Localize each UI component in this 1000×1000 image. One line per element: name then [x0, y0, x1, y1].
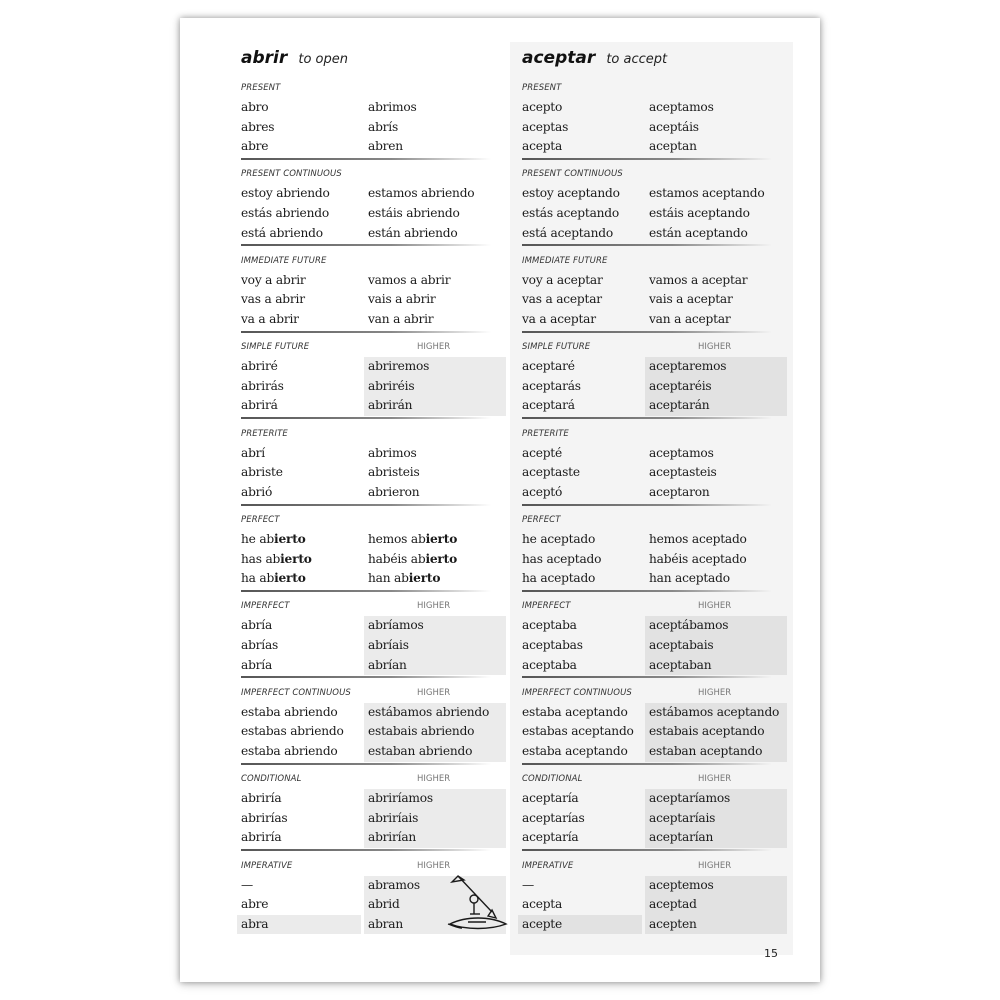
tense-header	[241, 428, 506, 444]
singular-form: abría	[241, 618, 273, 633]
level-tag: HIGHER	[698, 601, 732, 612]
plural-form: están abriendo	[368, 225, 458, 240]
singular-form: abría	[241, 657, 273, 672]
conjugation-row	[241, 636, 506, 656]
singular-form: abrirás	[241, 378, 284, 393]
singular-form: abrirá	[241, 398, 278, 413]
plural-form: aceptemos	[645, 876, 787, 896]
plural-form: aceptamos	[649, 445, 714, 460]
plural-form: aceptábamos	[645, 616, 787, 636]
conjugation-row	[522, 184, 787, 204]
tense-name: PERFECT	[241, 515, 280, 525]
plural-form: abramos	[364, 876, 506, 896]
singular-form: he aceptado	[522, 532, 596, 546]
tense-header	[241, 255, 506, 271]
tense-block	[522, 687, 787, 774]
level-tag: HIGHER	[417, 342, 451, 353]
page-number: 15	[764, 947, 778, 960]
conjugation-row	[241, 357, 506, 377]
tense-name: CONDITIONAL	[241, 774, 302, 785]
conjugation-row	[241, 444, 506, 464]
tense-name: IMPERFECT CONTINUOUS	[241, 687, 351, 698]
tense-name: CONDITIONAL	[522, 774, 583, 785]
singular-form: abriste	[241, 465, 283, 480]
singular-form: aceptará	[522, 398, 575, 413]
section-divider	[522, 504, 772, 506]
conjugation-row	[241, 530, 506, 550]
tense-block	[241, 255, 506, 342]
tense-block	[522, 255, 787, 342]
level-tag: HIGHER	[698, 860, 732, 871]
plural-form: aceptaban	[645, 656, 787, 676]
conjugation-row	[522, 636, 787, 656]
plural-form: estabais abriendo	[364, 722, 506, 742]
tense-block	[241, 687, 506, 774]
conjugation-row	[522, 876, 787, 896]
singular-form: —	[522, 877, 534, 892]
conjugation-row	[241, 703, 506, 723]
singular-form: abrías	[241, 637, 279, 652]
conjugation-row	[522, 224, 787, 244]
conjugation-rows	[241, 530, 506, 589]
plural-form: van a abrir	[368, 311, 434, 326]
singular-form: aceptarías	[522, 810, 585, 825]
singular-form: aceptaste	[522, 465, 580, 480]
singular-form: vas a abrir	[241, 292, 305, 307]
verb-heading	[522, 48, 667, 68]
tense-header	[522, 255, 787, 271]
singular-form: aceptaría	[522, 830, 579, 845]
tense-header	[241, 773, 506, 789]
plural-form: abran	[364, 915, 506, 935]
conjugation-rows	[241, 98, 506, 157]
plural-form: están aceptando	[649, 225, 748, 240]
level-tag: HIGHER	[698, 687, 732, 698]
conjugation-row	[241, 224, 506, 244]
conjugation-rows	[522, 530, 787, 589]
plural-form: aceptáis	[649, 119, 699, 134]
conjugation-row	[241, 463, 506, 483]
conjugation-rows	[241, 357, 506, 416]
tense-block	[522, 82, 787, 169]
plural-form: abriríais	[364, 809, 506, 829]
singular-form: —	[241, 877, 253, 892]
conjugation-row	[241, 396, 506, 416]
conjugation-rows	[241, 789, 506, 848]
tense-name: PRETERITE	[522, 428, 569, 439]
singular-form: aceptaría	[522, 791, 579, 806]
conjugation-row	[241, 789, 506, 809]
tense-header	[522, 687, 787, 703]
section-divider	[241, 417, 491, 419]
plural-form: aceptamos	[649, 100, 714, 114]
plural-form: abrieron	[368, 484, 420, 499]
section-divider	[522, 676, 772, 678]
conjugation-row	[241, 742, 506, 762]
conjugation-row	[522, 137, 787, 157]
conjugation-rows	[241, 703, 506, 762]
plural-form: abrían	[364, 656, 506, 676]
conjugation-rows	[522, 98, 787, 157]
conjugation-row	[241, 483, 506, 503]
conjugation-row	[522, 530, 787, 550]
tense-block	[241, 428, 506, 515]
conjugation-rows	[522, 184, 787, 243]
tense-name: IMMEDIATE FUTURE	[241, 255, 327, 266]
singular-form: voy a aceptar	[522, 272, 603, 287]
singular-form: aceptas	[522, 119, 569, 134]
singular-form: has aceptado	[522, 551, 602, 566]
tense-header	[241, 600, 506, 616]
tense-name: IMPERFECT CONTINUOUS	[522, 687, 632, 698]
singular-form: acepto	[522, 100, 563, 114]
tense-header	[241, 82, 506, 98]
singular-form: abres	[241, 119, 275, 134]
conjugation-row	[522, 271, 787, 291]
singular-form: aceptaba	[522, 657, 577, 672]
plural-form: acepten	[645, 915, 787, 935]
verb-meaning: to accept	[606, 52, 668, 67]
plural-form: abriríamos	[364, 789, 506, 809]
plural-form: estaban abriendo	[364, 742, 506, 762]
verb-infinitive: aceptar	[522, 48, 596, 68]
tense-name: IMPERATIVE	[522, 860, 574, 871]
conjugation-row	[241, 271, 506, 291]
singular-form: aceptaré	[522, 359, 575, 374]
plural-form: abrís	[368, 119, 399, 134]
conjugation-row	[522, 310, 787, 330]
tense-block	[522, 860, 787, 947]
singular-form: he abierto	[241, 532, 306, 546]
plural-form: aceptaréis	[645, 377, 787, 397]
level-tag: HIGHER	[698, 342, 732, 353]
conjugation-row	[522, 396, 787, 416]
tense-name: PRESENT CONTINUOUS	[241, 169, 342, 180]
tense-header	[241, 341, 506, 357]
conjugation-rows	[522, 789, 787, 848]
plural-form: estábamos aceptando	[645, 703, 787, 723]
verb-infinitive: abrir	[241, 48, 288, 68]
conjugation-row	[522, 616, 787, 636]
singular-form: aceptabas	[522, 637, 583, 652]
tense-header	[522, 600, 787, 616]
plural-form: abríais	[364, 636, 506, 656]
singular-form: ha aceptado	[522, 571, 596, 586]
section-divider	[522, 763, 772, 765]
plural-form: abristeis	[368, 465, 420, 480]
section-divider	[241, 504, 491, 506]
singular-form: estoy aceptando	[522, 186, 620, 201]
conjugation-row	[241, 118, 506, 138]
conjugation-row	[241, 656, 506, 676]
tense-block	[522, 341, 787, 428]
conjugation-row	[522, 742, 787, 762]
singular-form: acepta	[522, 139, 563, 154]
conjugation-row	[522, 204, 787, 224]
plural-form: han abierto	[368, 571, 441, 586]
plural-form: aceptaríamos	[645, 789, 787, 809]
plural-form: van a aceptar	[649, 311, 731, 326]
tense-header	[522, 82, 787, 98]
tense-block	[522, 600, 787, 687]
level-tag: HIGHER	[417, 687, 451, 698]
singular-form: abriría	[241, 791, 282, 806]
plural-form: hemos abierto	[368, 532, 458, 546]
singular-form: estoy abriendo	[241, 186, 330, 201]
conjugation-rows	[522, 444, 787, 503]
plural-form: abrid	[364, 895, 506, 915]
conjugation-row	[522, 483, 787, 503]
conjugation-row	[241, 204, 506, 224]
singular-form: va a abrir	[241, 311, 299, 326]
section-divider	[241, 244, 491, 246]
singular-form: estabas abriendo	[241, 724, 344, 739]
conjugation-row	[522, 828, 787, 848]
singular-form: has abierto	[241, 551, 312, 566]
plural-form: han aceptado	[649, 571, 730, 586]
tense-header	[522, 341, 787, 357]
section-divider	[241, 590, 491, 592]
singular-form: abriría	[241, 830, 282, 845]
tense-block	[522, 168, 787, 255]
conjugation-row	[522, 789, 787, 809]
conjugation-rows	[241, 271, 506, 330]
tense-block	[522, 773, 787, 860]
conjugation-row	[241, 184, 506, 204]
tense-name: PERFECT	[522, 515, 561, 525]
conjugation-row	[522, 463, 787, 483]
singular-form: abre	[241, 897, 269, 912]
section-divider	[522, 849, 772, 851]
plural-form: vais a abrir	[368, 292, 436, 307]
conjugation-rows	[241, 444, 506, 503]
plural-form: vamos a abrir	[368, 272, 451, 287]
singular-form: acepta	[522, 897, 563, 912]
singular-form: estaba abriendo	[241, 743, 338, 758]
singular-form: estaba aceptando	[522, 704, 628, 719]
section-divider	[241, 331, 491, 333]
plural-form: estáis abriendo	[368, 205, 460, 220]
book-page	[180, 18, 820, 982]
plural-form: aceptabais	[645, 636, 787, 656]
conjugation-row	[522, 377, 787, 397]
plural-form: aceptaremos	[645, 357, 787, 377]
plural-form: estaban aceptando	[645, 742, 787, 762]
singular-form: aceptarás	[522, 378, 581, 393]
tense-block	[522, 428, 787, 515]
plural-form: habéis abierto	[368, 551, 458, 566]
singular-form: abrió	[241, 484, 273, 499]
tense-name: PRETERITE	[241, 428, 288, 439]
section-divider	[522, 244, 772, 246]
tense-header	[241, 168, 506, 184]
level-tag: HIGHER	[417, 860, 451, 871]
tense-block	[241, 600, 506, 687]
singular-form: abra	[237, 915, 361, 935]
plural-form: abriremos	[364, 357, 506, 377]
plural-form: aceptaríais	[645, 809, 787, 829]
level-tag: HIGHER	[698, 774, 732, 785]
conjugation-rows	[241, 616, 506, 675]
plural-form: estamos abriendo	[368, 186, 475, 201]
conjugation-row	[522, 915, 787, 935]
plural-form: hemos aceptado	[649, 532, 747, 546]
verb-column-aceptar	[510, 42, 793, 955]
conjugation-rows	[522, 876, 787, 935]
singular-form: estás abriendo	[241, 205, 329, 220]
conjugation-row	[522, 444, 787, 464]
singular-form: aceptaba	[522, 618, 577, 633]
plural-form: abren	[368, 139, 403, 154]
singular-form: vas a aceptar	[522, 292, 602, 307]
section-divider	[241, 849, 491, 851]
conjugation-row	[522, 722, 787, 742]
tense-name: IMPERFECT	[241, 601, 290, 612]
conjugation-row	[241, 137, 506, 157]
singular-form: estabas aceptando	[522, 724, 634, 739]
singular-form: está aceptando	[522, 225, 613, 240]
conjugation-rows	[522, 703, 787, 762]
conjugation-row	[241, 828, 506, 848]
tense-block	[241, 773, 506, 860]
singular-form: abrirías	[241, 810, 288, 825]
conjugation-row	[241, 310, 506, 330]
conjugation-row	[522, 895, 787, 915]
conjugation-row	[522, 569, 787, 589]
conjugation-row	[241, 98, 506, 118]
conjugation-rows	[241, 184, 506, 243]
conjugation-rows	[522, 357, 787, 416]
plural-form: aceptasteis	[649, 465, 717, 480]
tense-header	[522, 514, 787, 530]
tense-header	[241, 514, 506, 530]
tense-name: PRESENT	[522, 83, 562, 93]
section-divider	[241, 763, 491, 765]
singular-form: voy a abrir	[241, 272, 306, 287]
tense-header	[522, 428, 787, 444]
tense-name: SIMPLE FUTURE	[241, 342, 310, 353]
singular-form: acepte	[518, 915, 642, 935]
plural-form: vamos a aceptar	[649, 272, 748, 287]
singular-form: abriré	[241, 359, 278, 374]
level-tag: HIGHER	[417, 774, 451, 785]
section-divider	[522, 158, 772, 160]
conjugation-row	[522, 703, 787, 723]
plural-form: abrimos	[368, 100, 417, 114]
singular-form: aceptó	[522, 484, 563, 499]
singular-form: está abriendo	[241, 225, 323, 240]
plural-form: aceptan	[649, 139, 697, 154]
section-divider	[241, 676, 491, 678]
tense-name: PRESENT CONTINUOUS	[522, 169, 623, 180]
section-divider	[522, 417, 772, 419]
plural-form: vais a aceptar	[649, 292, 733, 307]
section-divider	[241, 158, 491, 160]
singular-form: abre	[241, 139, 269, 154]
conjugation-row	[241, 290, 506, 310]
plural-form: abrimos	[368, 445, 417, 460]
conjugation-row	[522, 656, 787, 676]
tense-name: IMPERFECT	[522, 601, 571, 612]
conjugation-row	[522, 357, 787, 377]
plural-form: estabais aceptando	[645, 722, 787, 742]
conjugation-row	[522, 550, 787, 570]
singular-form: abrí	[241, 445, 265, 460]
tense-header	[241, 687, 506, 703]
singular-form: abro	[241, 100, 269, 114]
plural-form: abrirían	[364, 828, 506, 848]
level-tag: HIGHER	[417, 601, 451, 612]
plural-form: estábamos abriendo	[364, 703, 506, 723]
plural-form: abríamos	[364, 616, 506, 636]
plural-form: estáis aceptando	[649, 205, 750, 220]
tense-name: SIMPLE FUTURE	[522, 342, 591, 353]
tense-block	[241, 168, 506, 255]
conjugation-row	[241, 377, 506, 397]
conjugation-rows	[522, 271, 787, 330]
tense-header	[522, 773, 787, 789]
plural-form: aceptarían	[645, 828, 787, 848]
conjugation-row	[522, 809, 787, 829]
kayak-illustration	[446, 872, 508, 938]
singular-form: ha abierto	[241, 571, 306, 586]
singular-form: va a aceptar	[522, 311, 596, 326]
tense-block	[522, 514, 787, 601]
conjugation-row	[241, 569, 506, 589]
singular-form: estaba aceptando	[522, 743, 628, 758]
plural-form: aceptad	[645, 895, 787, 915]
plural-form: aceptaron	[649, 484, 710, 499]
singular-form: estás aceptando	[522, 205, 620, 220]
conjugation-row	[522, 98, 787, 118]
verb-meaning: to open	[298, 52, 348, 67]
plural-form: estamos aceptando	[649, 186, 765, 201]
conjugation-row	[241, 550, 506, 570]
tense-name: PRESENT	[241, 83, 281, 93]
conjugation-row	[241, 809, 506, 829]
section-divider	[522, 331, 772, 333]
plural-form: abriréis	[364, 377, 506, 397]
tense-header	[522, 860, 787, 876]
plural-form: aceptarán	[645, 396, 787, 416]
tense-block	[241, 82, 506, 169]
tense-block	[241, 514, 506, 601]
plural-form: habéis aceptado	[649, 551, 747, 566]
tense-header	[522, 168, 787, 184]
singular-form: estaba abriendo	[241, 704, 338, 719]
tense-name: IMMEDIATE FUTURE	[522, 255, 608, 266]
verb-heading	[241, 48, 348, 68]
singular-form: acepté	[522, 445, 563, 460]
conjugation-row	[522, 290, 787, 310]
tense-block	[241, 341, 506, 428]
plural-form: abrirán	[364, 396, 506, 416]
conjugation-row	[241, 722, 506, 742]
conjugation-row	[522, 118, 787, 138]
conjugation-rows	[522, 616, 787, 675]
section-divider	[522, 590, 772, 592]
tense-name: IMPERATIVE	[241, 860, 293, 871]
conjugation-row	[241, 616, 506, 636]
